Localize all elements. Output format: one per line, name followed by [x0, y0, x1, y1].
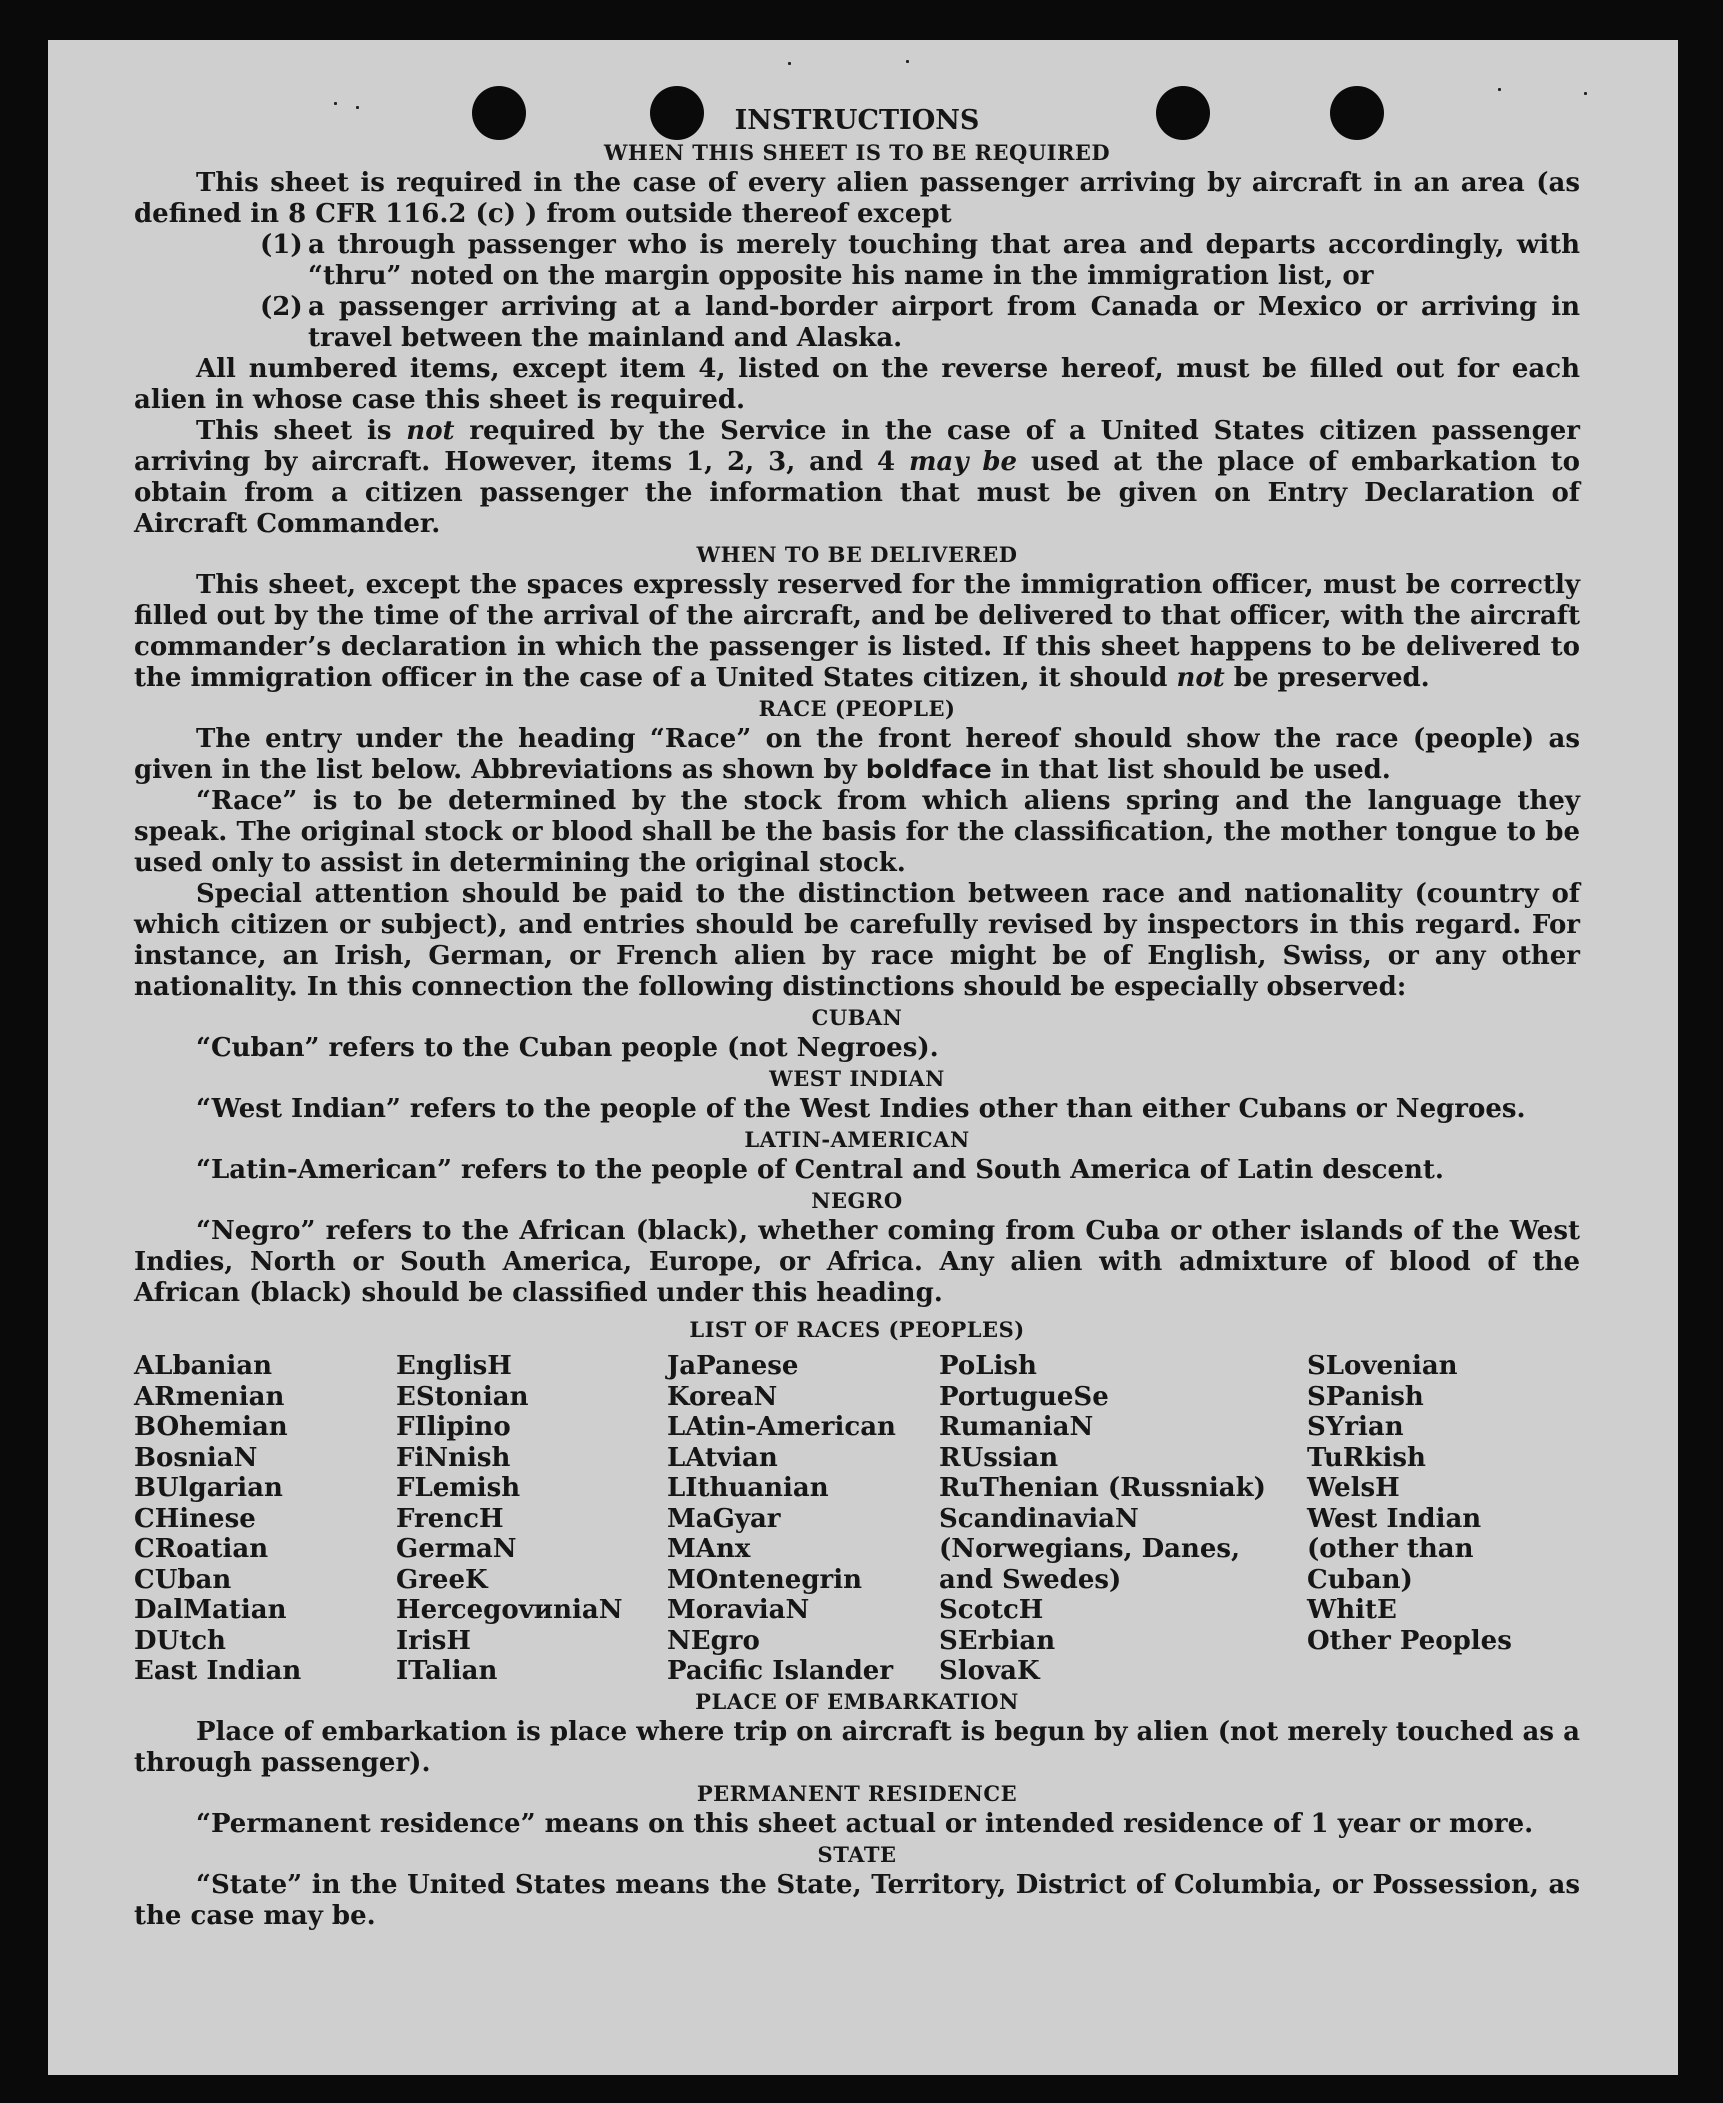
race-entry: West Indian (other than Cuban) — [1307, 1503, 1482, 1595]
race-entry: LIthuanian — [667, 1473, 829, 1503]
document-sheet — [48, 40, 1678, 2075]
race-entry: RumaniaN — [939, 1412, 1094, 1442]
race-paragraph-2: “Race” is to be determined by the stock from which aliens spring and the language they speak. The original stock or blood shall be the basis for the classification, the mother tongue to be used only to assist in determining the original stock. — [134, 786, 1580, 878]
race-entry: MoraviaN — [667, 1595, 810, 1625]
race-entry: WhitE — [1307, 1595, 1397, 1625]
section-heading-state: STATE — [817, 1841, 897, 1867]
emphasis-text: may be — [909, 447, 1018, 477]
race-entry: SLovenian — [1307, 1351, 1458, 1381]
race-paragraph-1 — [134, 724, 1580, 786]
definition-text: “Cuban” refers to the Cuban people (not Negroes). — [196, 1033, 939, 1063]
race-column — [396, 1351, 667, 1687]
race-entry: FiNnish — [396, 1442, 511, 1473]
definition-text: “West Indian” refers to the people of the West Indies other than either Cubans or Negroes. — [196, 1094, 1526, 1124]
race-entry: ScandinaviaN (Norwegians, Danes, and Swedes) — [939, 1503, 1241, 1595]
race-entry: SErbian — [939, 1625, 1056, 1656]
race-paragraph-3: Special attention should be paid to the distinction between race and nationality (country of which citizen or subject), and entries should be carefully revised by inspectors in this regard. For instance, an Irish, German, or French alien by race might be of English, Swiss, or any other nationality. In this connection the following distinctions should be especially observed: — [134, 879, 1580, 1002]
race-entry: FIlipino — [396, 1412, 511, 1442]
race-entry: East Indian — [134, 1656, 302, 1686]
page-title: INSTRUCTIONS — [734, 105, 980, 136]
race-entry: DUtch — [134, 1625, 226, 1656]
race-column — [134, 1351, 396, 1687]
emphasis-text: not — [406, 416, 455, 446]
boldface-word: boldface — [865, 755, 992, 785]
state-text: “State” in the United States means the State, Territory, District of Columbia, or Possession, as the case may be. — [134, 1869, 1580, 1931]
embarkation-text: Place of embarkation is place where trip on aircraft is begun by alien (not merely touched as a through passenger). — [134, 1716, 1580, 1778]
citizen-paragraph — [134, 416, 1580, 540]
text-run: required by the Service in the case of a United States citizen passenger arriving by aircraft. However, items 1, 2, 3, and 4 — [134, 416, 1581, 477]
race-entry: DalMatian — [134, 1595, 287, 1625]
race-entry: FrencH — [396, 1503, 504, 1534]
race-entry: RuThenian (Russniak) — [939, 1473, 1266, 1503]
residence-text: “Permanent residence” means on this sheet actual or intended residence of 1 year or more. — [196, 1808, 1534, 1839]
emphasis-text: not — [1176, 663, 1225, 693]
race-entry: WelsH — [1307, 1473, 1400, 1503]
race-column — [667, 1351, 939, 1687]
text-run: used at the place of embarkation to obtain from a citizen passenger the information that must be given on Entry Declaration of Aircraft Commander. — [134, 447, 1580, 539]
race-entry: RUssian — [939, 1442, 1059, 1473]
race-entry: LAtin-American — [667, 1412, 896, 1442]
race-entry: MAnx — [667, 1534, 751, 1564]
race-entry: CUban — [134, 1564, 232, 1595]
race-entry: PoLish — [939, 1351, 1037, 1381]
race-entry: GermaN — [396, 1534, 517, 1564]
race-entry: BOhemian — [134, 1412, 288, 1442]
race-entry: Other Peoples — [1307, 1625, 1512, 1656]
race-entry: ScotcH — [939, 1595, 1044, 1625]
race-entry: MOntenegrin — [667, 1564, 862, 1595]
section-heading-race: RACE (PEOPLE) — [758, 696, 956, 721]
race-entry: ITalian — [396, 1656, 498, 1686]
paper-speck — [906, 60, 909, 63]
race-entry: EStonian — [396, 1381, 529, 1412]
section-heading-when-delivered: WHEN TO BE DELIVERED — [696, 542, 1018, 567]
race-entry: BosniaN — [134, 1442, 258, 1473]
race-entry: EnglisH — [396, 1351, 512, 1381]
race-entry: FLemish — [396, 1473, 521, 1503]
race-entry: PortugueSe — [939, 1381, 1109, 1412]
section-heading-residence: PERMANENT RESIDENCE — [696, 1780, 1018, 1806]
definition-text: “Negro” refers to the African (black), whether coming from Cuba or other islands of the West Indies, North or South America, Europe, or Africa. Any alien with admixture of blood of the African (black) should be classified under this heading. — [134, 1216, 1580, 1308]
numbered-items-paragraph: All numbered items, except item 4, listed on the reverse hereof, must be filled out for each alien in whose case this sheet is required. — [134, 354, 1580, 415]
paper-speck — [788, 62, 791, 65]
required-intro: This sheet is required in the case of every alien passenger arriving by aircraft in an area (as defined in 8 CFR 116.2 (c) ) from outside thereof except — [134, 168, 1580, 229]
text-run: in that list should be used. — [991, 755, 1391, 785]
definition-heading: WEST INDIAN — [769, 1066, 945, 1091]
race-entry: BUlgarian — [134, 1473, 283, 1503]
item-number: (1) — [260, 230, 303, 260]
race-entry: Pacific Islander — [667, 1656, 894, 1686]
race-entry: SPanish — [1307, 1381, 1424, 1412]
delivery-paragraph — [134, 570, 1580, 694]
paper-speck — [1498, 88, 1501, 91]
exception-item — [260, 230, 1580, 292]
race-column — [1307, 1351, 1580, 1687]
race-entry: SlovaK — [939, 1656, 1040, 1686]
race-entry: MaGyar — [667, 1503, 781, 1534]
race-entry: IrisH — [396, 1625, 471, 1656]
text-run: be preserved. — [1224, 663, 1430, 693]
item-text: a through passenger who is merely touching that area and departs accordingly, with “thru” noted on the margin opposite his name in the immigration list, or — [308, 230, 1580, 291]
race-entry: CHinese — [134, 1503, 256, 1534]
race-entry: ARmenian — [134, 1381, 285, 1412]
race-entry: NEgro — [667, 1625, 760, 1656]
race-list — [134, 1351, 1580, 1687]
item-number: (2) — [260, 292, 303, 322]
race-entry: GreeK — [396, 1564, 488, 1595]
race-entry: LAtvian — [667, 1442, 778, 1473]
exception-item — [260, 292, 1580, 354]
instructions-content — [134, 104, 1580, 1932]
definition-heading: NEGRO — [811, 1188, 903, 1213]
text-run: The entry under the heading “Race” on the front hereof should show the race (people) as given in the list below. Abbreviations as shown by — [134, 724, 1580, 785]
race-entry: CRoatian — [134, 1534, 269, 1564]
race-column — [939, 1351, 1307, 1687]
race-entry: JaPanese — [667, 1351, 799, 1381]
race-list-heading: LIST OF RACES (PEOPLES) — [689, 1317, 1025, 1342]
paper-speck — [1584, 92, 1587, 95]
item-text: a passenger arriving at a land-border airport from Canada or Mexico or arriving in travel between the mainland and Alaska. — [308, 292, 1580, 353]
definition-heading: LATIN-AMERICAN — [744, 1127, 970, 1152]
text-run: This sheet, except the spaces expressly reserved for the immigration officer, must be correctly filled out by the time of the arrival of the aircraft, and be delivered to that officer, with the aircraft commander’s declaration in which the passenger is listed. If this sheet happens to be delivered to the immigration officer in the case of a United States citizen, it should — [134, 570, 1580, 693]
section-heading-when-required: WHEN THIS SHEET IS TO BE REQUIRED — [603, 140, 1111, 165]
text-run: This sheet is — [196, 416, 407, 446]
definition-text: “Latin-American” refers to the people of Central and South America of Latin descent. — [196, 1155, 1444, 1185]
race-entry: KoreaN — [667, 1381, 778, 1412]
race-entry: SYrian — [1307, 1412, 1404, 1442]
race-entry: HercegovиniaN — [396, 1595, 623, 1625]
race-entry: TuRkish — [1307, 1442, 1426, 1473]
race-entry: ALbanian — [134, 1351, 273, 1381]
section-heading-embarkation: PLACE OF EMBARKATION — [695, 1688, 1019, 1714]
definition-heading: CUBAN — [811, 1005, 903, 1030]
